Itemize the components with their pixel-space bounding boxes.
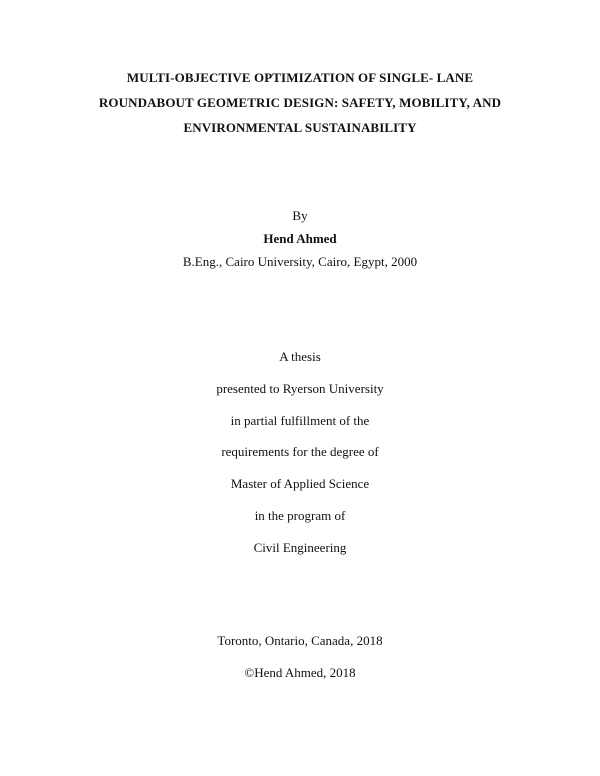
- author-name: Hend Ahmed: [263, 231, 337, 246]
- thesis-line-a-thesis: A thesis: [279, 349, 321, 364]
- thesis-title-line-1: MULTI-OBJECTIVE OPTIMIZATION OF SINGLE- LANE: [126, 70, 474, 85]
- thesis-line-program-name: Civil Engineering: [253, 540, 347, 555]
- author-credentials: B.Eng., Cairo University, Cairo, Egypt, 2000: [182, 254, 418, 269]
- by-label: By: [292, 208, 308, 223]
- thesis-title-line-3: ENVIRONMENTAL SUSTAINABILITY: [183, 120, 417, 135]
- thesis-title-line-2: ROUNDABOUT GEOMETRIC DESIGN: SAFETY, MOBILITY, AND: [98, 95, 502, 110]
- thesis-line-program-of: in the program of: [254, 508, 346, 523]
- copyright-notice: ©Hend Ahmed, 2018: [244, 665, 356, 680]
- thesis-line-degree: Master of Applied Science: [230, 476, 370, 491]
- thesis-line-presented-to: presented to Ryerson University: [216, 381, 384, 396]
- location-year: Toronto, Ontario, Canada, 2018: [217, 633, 383, 648]
- thesis-line-requirements: requirements for the degree of: [221, 444, 379, 459]
- thesis-line-partial-fulfillment: in partial fulfillment of the: [230, 413, 370, 428]
